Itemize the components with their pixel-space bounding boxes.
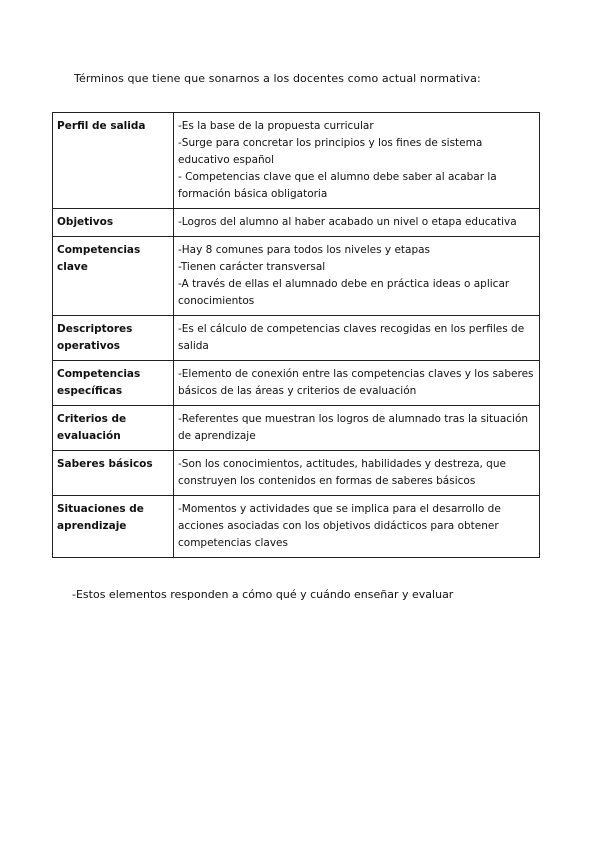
description-cell (174, 316, 540, 361)
term-cell: Situaciones de aprendizaje (53, 496, 174, 558)
description-line: - Competencias clave que el alumno debe saber al acabar la formación básica obligatoria (178, 171, 497, 200)
table-row (53, 209, 540, 237)
description-line: -Referentes que muestran los logros de alumnado tras la situación de aprendizaje (178, 413, 529, 442)
table-row (53, 406, 540, 451)
description-line: -Elemento de conexión entre las competencias claves y los saberes básicos de las áreas y criterios de evaluación (178, 368, 534, 397)
term-cell: Descriptores operativos (53, 316, 174, 361)
description-cell (174, 451, 540, 496)
description-line: -A través de ellas el alumnado debe en práctica ideas o aplicar conocimientos (178, 278, 510, 307)
description-cell (174, 113, 540, 209)
term-cell: Competencias específicas (53, 361, 174, 406)
description-line: -Es la base de la propuesta curricular (178, 120, 374, 132)
term-cell: Competencias clave (53, 237, 174, 316)
term-cell: Objetivos (53, 209, 174, 237)
table-row (53, 113, 540, 209)
table-row (53, 451, 540, 496)
table-row (53, 316, 540, 361)
term-cell: Saberes básicos (53, 451, 174, 496)
table-row (53, 361, 540, 406)
intro-text: Términos que tiene que sonarnos a los docentes como actual normativa: (74, 72, 481, 85)
description-cell (174, 496, 540, 558)
description-line: -Hay 8 comunes para todos los niveles y etapas (178, 244, 431, 256)
description-line: -Momentos y actividades que se implica para el desarrollo de acciones asociadas con los objetivos didácticos para obtener competencias claves (178, 503, 501, 549)
table-row (53, 496, 540, 558)
terms-table-body (53, 113, 540, 558)
description-line: -Surge para concretar los principios y los fines de sistema educativo español (178, 137, 483, 166)
description-line: -Son los conocimientos, actitudes, habilidades y destreza, que construyen los contenidos en formas de saberes básicos (178, 458, 506, 487)
terms-table (52, 112, 540, 558)
table-row (53, 237, 540, 316)
description-line: -Logros del alumno al haber acabado un nivel o etapa educativa (178, 216, 517, 228)
term-cell: Perfil de salida (53, 113, 174, 209)
description-cell (174, 237, 540, 316)
closing-text: -Estos elementos responden a cómo qué y cuándo enseñar y evaluar (72, 588, 454, 601)
description-line: -Es el cálculo de competencias claves recogidas en los perfiles de salida (178, 323, 525, 352)
description-cell (174, 209, 540, 237)
description-line: -Tienen carácter transversal (178, 261, 326, 273)
description-cell (174, 406, 540, 451)
term-cell: Criterios de evaluación (53, 406, 174, 451)
description-cell (174, 361, 540, 406)
